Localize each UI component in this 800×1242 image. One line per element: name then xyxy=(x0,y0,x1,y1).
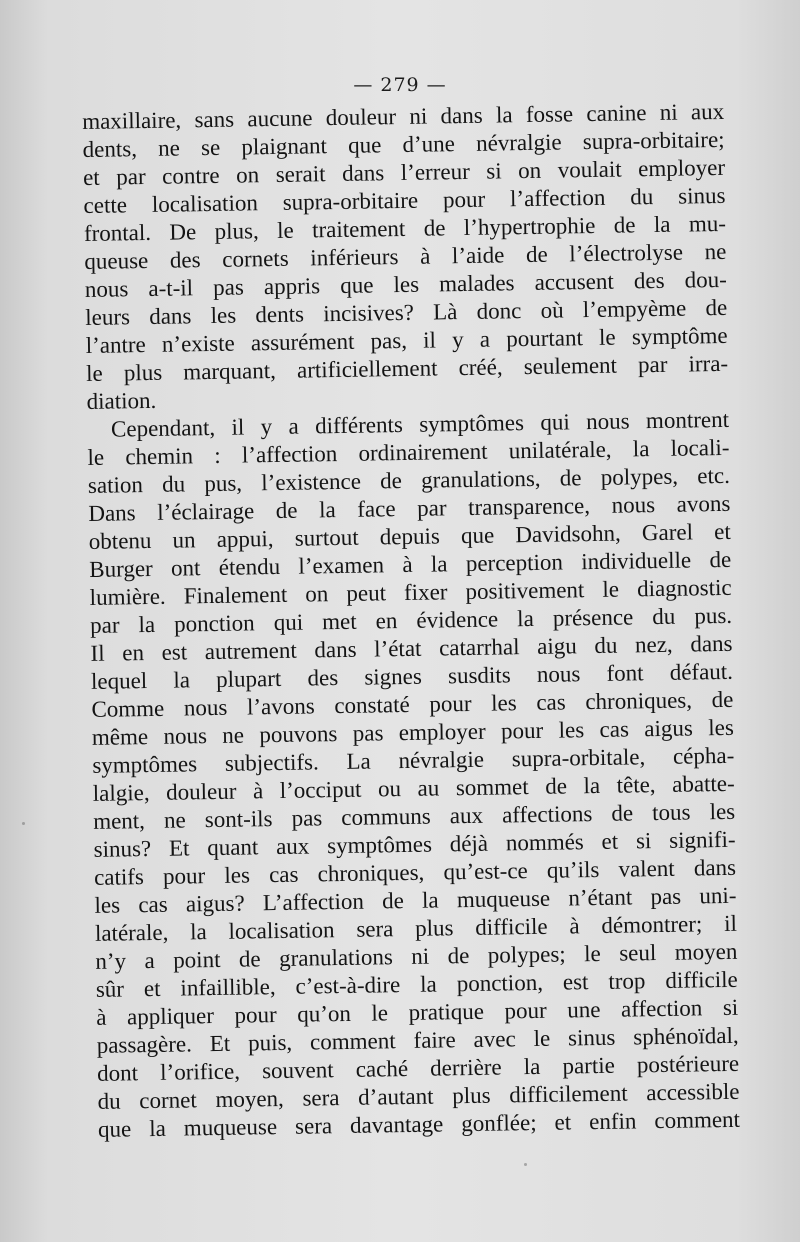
paper-speck xyxy=(22,822,25,825)
text-line: l’antre n’existe assurément pas, il y a pourtant le symptôme xyxy=(85,322,728,358)
text-line: même nous ne pouvons pas employer pour les cas aigus les xyxy=(91,714,735,750)
text-line: Dans l’éclairage de la face par transparence, nous avons xyxy=(88,490,731,526)
text-line: Comme nous l’avons constaté pour les cas chroniques, de xyxy=(91,686,734,722)
text-line: maxillaire, sans aucune douleur ni dans la fosse canine ni aux xyxy=(82,98,725,134)
text-line: lequel la plupart des signes susdits nous font défaut. xyxy=(90,658,734,694)
body-text xyxy=(82,98,741,1168)
text-line: dont l’orifice, souvent caché derrière la partie postérieure xyxy=(96,1050,740,1086)
text-line: Burger ont étendu l’examen à la perception individuelle de xyxy=(89,546,732,582)
text-line: obtenu un appui, surtout depuis que Davidsohn, Garel et xyxy=(88,518,731,554)
text-line: catifs pour les cas chroniques, qu’est-ce qu’ils valent dans xyxy=(93,854,737,890)
text-line: frontal. De plus, le traitement de l’hypertrophie de la mu- xyxy=(83,210,727,246)
text-line: du cornet moyen, sera d’autant plus difficilement accessible xyxy=(97,1078,740,1114)
text-line: que la muqueuse sera davantage gonflée; et enfin comment xyxy=(97,1106,741,1142)
paper-speck xyxy=(524,1163,527,1166)
text-line: le plus marquant, artificiellement créé, seulement par irra- xyxy=(85,350,729,386)
text-line: sation du pus, l’existence de granulations, de polypes, etc. xyxy=(87,462,731,498)
text-line: le chemin : l’affection ordinairement unilatérale, la locali- xyxy=(87,434,730,470)
text-line: lalgie, douleur à l’occiput ou au sommet de la tête, abatte- xyxy=(92,770,735,806)
text-line: Il en est autrement dans l’état catarrhal aigu du nez, dans xyxy=(90,630,733,666)
text-line: n’y a point de granulations ni de polypes; le seul moyen xyxy=(95,938,738,974)
text-line: ment, ne sont-ils pas communs aux affections de tous les xyxy=(93,798,736,834)
text-line: lumière. Finalement on peut fixer positivement le diagnostic xyxy=(89,574,732,610)
text-line: sûr et infaillible, c’est-à-dire la ponction, est trop difficile xyxy=(95,966,738,1002)
text-line: symptômes subjectifs. La névralgie supra-orbitale, cépha- xyxy=(92,742,735,778)
text-line: cette localisation supra-orbitaire pour l’affection du sinus xyxy=(83,182,726,218)
text-line: passagère. Et puis, comment faire avec le sinus sphénoïdal, xyxy=(96,1022,739,1058)
text-line: et par contre on serait dans l’erreur si on voulait employer xyxy=(82,154,726,190)
text-line: dents, ne se plaignant que d’une névralgie supra-orbitaire; xyxy=(82,126,725,162)
text-line: latérale, la localisation sera plus difficile à démontrer; il xyxy=(94,910,738,946)
text-line: par la ponction qui met en évidence la présence du pus. xyxy=(89,602,733,638)
text-line: à appliquer pour qu’on le pratique pour une affection si xyxy=(96,994,739,1030)
text-line: les cas aigus? L’affection de la muqueuse n’étant pas uni- xyxy=(94,882,737,918)
text-line: leurs dans les dents incisives? Là donc où l’empyème de xyxy=(85,294,728,330)
text-line: sinus? Et quant aux symptômes déjà nommés et si signifi- xyxy=(93,826,736,862)
page-number: — 279 — xyxy=(353,74,447,96)
text-line: diation. xyxy=(86,387,157,414)
paragraph-start-line: Cependant, il y a différents symptômes qui nous montrent xyxy=(110,406,730,442)
text-line: nous a-t-il pas appris que les malades accusent des dou- xyxy=(84,266,727,302)
text-line: queuse des cornets inférieurs à l’aide de l’électrolyse ne xyxy=(84,238,727,274)
